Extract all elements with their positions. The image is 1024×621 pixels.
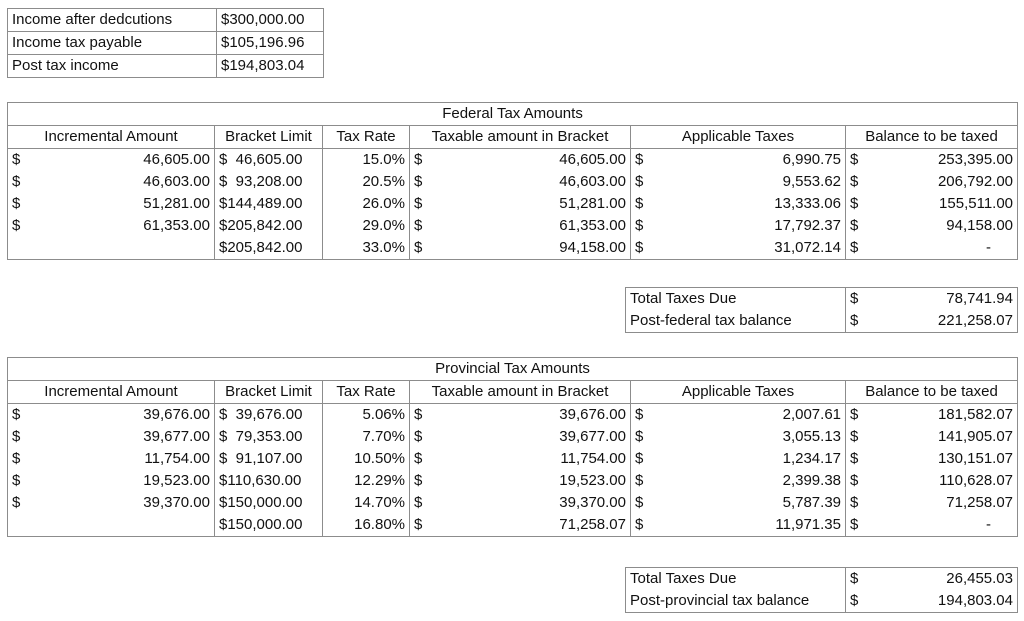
column-header: Taxable amount in Bracket (410, 126, 631, 149)
balance-to-be-taxed-content (850, 193, 1013, 215)
totals-value-content (850, 590, 1013, 612)
totals-value (846, 568, 1018, 591)
currency-symbol: $ (12, 406, 21, 423)
table-row (8, 448, 1018, 470)
currency-symbol: $ (850, 239, 859, 256)
column-header: Bracket Limit (215, 381, 323, 404)
currency-symbol: $ (12, 428, 21, 445)
currency-symbol: $ (12, 494, 21, 511)
incremental-amount-content (12, 470, 210, 492)
table-row (8, 492, 1018, 514)
totals-label: Post-federal tax balance (626, 310, 846, 333)
applicable-taxes-content (635, 470, 841, 492)
bracket-limit: $ 93,208.00 (215, 171, 323, 193)
currency-symbol: $ (414, 494, 423, 511)
table-row (8, 215, 1018, 237)
currency-symbol: $ (12, 217, 21, 234)
column-header: Tax Rate (323, 381, 410, 404)
currency-symbol: $ (635, 428, 644, 445)
incremental-amount (8, 448, 215, 470)
balance-to-be-taxed-content (850, 215, 1013, 237)
taxable-amount-value: 11,754.00 (560, 450, 626, 467)
provincial-table-title: Provincial Tax Amounts (8, 358, 1018, 381)
incremental-amount (8, 492, 215, 514)
currency-symbol: $ (414, 217, 423, 234)
bracket-limit: $150,000.00 (215, 492, 323, 514)
totals-value-value: 221,258.07 (937, 312, 1013, 329)
totals-label: Total Taxes Due (626, 568, 846, 591)
taxable-amount-content (414, 514, 626, 536)
table-row (8, 426, 1018, 448)
incremental-amount (8, 193, 215, 215)
incremental-amount-content (12, 404, 210, 426)
tax-rate: 26.0% (323, 193, 410, 215)
applicable-taxes (631, 426, 846, 448)
taxable-amount-value: 39,370.00 (559, 494, 626, 511)
currency-symbol: $ (850, 312, 859, 329)
incremental-amount (8, 426, 215, 448)
totals-label: Total Taxes Due (626, 288, 846, 311)
incremental-amount-value: 51,281.00 (143, 195, 210, 212)
column-header: Applicable Taxes (631, 381, 846, 404)
totals-value-content (850, 288, 1013, 310)
currency-symbol: $ (414, 450, 423, 467)
taxable-amount (410, 237, 631, 260)
balance-to-be-taxed (846, 470, 1018, 492)
balance-to-be-taxed-value: 94,158.00 (946, 217, 1014, 234)
federal-title-row (8, 103, 1018, 126)
summary-row (8, 9, 324, 32)
table-row (8, 193, 1018, 215)
currency-symbol: $ (850, 428, 859, 445)
balance-to-be-taxed-value: - (986, 239, 992, 256)
applicable-taxes-content (635, 193, 841, 215)
federal-totals-table (625, 287, 1018, 333)
currency-symbol: $ (414, 173, 423, 190)
balance-to-be-taxed-value: 181,582.07 (937, 406, 1014, 423)
taxable-amount-content (414, 470, 626, 492)
table-row (8, 514, 1018, 537)
applicable-taxes-content (635, 237, 841, 259)
incremental-amount-value: 11,754.00 (144, 450, 210, 467)
applicable-taxes-content (635, 171, 841, 193)
balance-to-be-taxed (846, 237, 1018, 260)
summary-value: $105,196.96 (217, 32, 324, 55)
applicable-taxes-value: 3,055.13 (782, 428, 841, 445)
provincial-title-row (8, 358, 1018, 381)
applicable-taxes-content (635, 149, 841, 171)
applicable-taxes-value: 6,990.75 (782, 151, 841, 168)
incremental-amount (8, 514, 215, 537)
applicable-taxes-content (635, 426, 841, 448)
applicable-taxes-value: 9,553.62 (782, 173, 841, 190)
totals-label: Post-provincial tax balance (626, 590, 846, 613)
balance-to-be-taxed (846, 149, 1018, 172)
provincial-header-row (8, 381, 1018, 404)
incremental-amount-content (12, 426, 210, 448)
totals-row (626, 590, 1018, 613)
taxable-amount (410, 470, 631, 492)
currency-symbol: $ (635, 173, 644, 190)
taxable-amount-content (414, 404, 626, 426)
taxable-amount-value: 46,605.00 (559, 151, 626, 168)
incremental-amount-content (12, 149, 210, 171)
tax-rate: 14.70% (323, 492, 410, 514)
taxable-amount (410, 404, 631, 427)
currency-symbol: $ (414, 239, 423, 256)
tax-rate: 5.06% (323, 404, 410, 427)
tax-rate: 33.0% (323, 237, 410, 260)
taxable-amount-value: 19,523.00 (559, 472, 626, 489)
balance-to-be-taxed-content (850, 492, 1013, 514)
table-row (8, 404, 1018, 427)
currency-symbol: $ (850, 290, 859, 307)
provincial-tax-table (7, 357, 1018, 537)
currency-symbol: $ (635, 406, 644, 423)
bracket-limit: $150,000.00 (215, 514, 323, 537)
incremental-amount-value: 39,676.00 (143, 406, 210, 423)
currency-symbol: $ (850, 450, 859, 467)
taxable-amount (410, 171, 631, 193)
taxable-amount-value: 61,353.00 (559, 217, 626, 234)
column-header: Applicable Taxes (631, 126, 846, 149)
taxable-amount-content (414, 448, 626, 470)
incremental-amount (8, 470, 215, 492)
totals-row (626, 568, 1018, 591)
currency-symbol: $ (414, 428, 423, 445)
taxable-amount-content (414, 426, 626, 448)
currency-symbol: $ (12, 450, 21, 467)
currency-symbol: $ (635, 151, 644, 168)
balance-to-be-taxed (846, 171, 1018, 193)
currency-symbol: $ (414, 406, 423, 423)
bracket-limit: $ 79,353.00 (215, 426, 323, 448)
tax-rate: 10.50% (323, 448, 410, 470)
currency-symbol: $ (635, 472, 644, 489)
applicable-taxes (631, 237, 846, 260)
balance-to-be-taxed (846, 215, 1018, 237)
balance-to-be-taxed-value: 206,792.00 (937, 173, 1014, 190)
balance-to-be-taxed (846, 448, 1018, 470)
incremental-amount-content (12, 492, 210, 514)
currency-symbol: $ (850, 494, 859, 511)
currency-symbol: $ (850, 592, 859, 609)
currency-symbol: $ (850, 151, 859, 168)
balance-to-be-taxed-content (850, 237, 1013, 259)
currency-symbol: $ (850, 173, 859, 190)
currency-symbol: $ (12, 472, 21, 489)
summary-label: Income after dedcutions (8, 9, 217, 32)
incremental-amount (8, 215, 215, 237)
applicable-taxes-content (635, 448, 841, 470)
currency-symbol: $ (635, 450, 644, 467)
applicable-taxes-content (635, 514, 841, 536)
balance-to-be-taxed-value: 130,151.07 (937, 450, 1014, 467)
applicable-taxes (631, 404, 846, 427)
currency-symbol: $ (850, 217, 859, 234)
currency-symbol: $ (850, 472, 859, 489)
column-header: Tax Rate (323, 126, 410, 149)
federal-header-row (8, 126, 1018, 149)
summary-row (8, 32, 324, 55)
balance-to-be-taxed-content (850, 470, 1013, 492)
tax-rate: 12.29% (323, 470, 410, 492)
tax-rate: 16.80% (323, 514, 410, 537)
currency-symbol: $ (635, 494, 644, 511)
currency-symbol: $ (635, 516, 644, 533)
applicable-taxes-content (635, 215, 841, 237)
applicable-taxes-content (635, 404, 841, 426)
applicable-taxes (631, 448, 846, 470)
taxable-amount-content (414, 171, 626, 193)
bracket-limit: $144,489.00 (215, 193, 323, 215)
taxable-amount (410, 149, 631, 172)
applicable-taxes-value: 17,792.37 (774, 217, 841, 234)
bracket-limit: $110,630.00 (215, 470, 323, 492)
totals-value (846, 288, 1018, 311)
totals-value-value: 26,455.03 (946, 570, 1013, 587)
currency-symbol: $ (850, 406, 859, 423)
summary-label: Income tax payable (8, 32, 217, 55)
incremental-amount (8, 171, 215, 193)
incremental-amount (8, 149, 215, 172)
income-summary-table (7, 8, 324, 78)
incremental-amount-value: 61,353.00 (143, 217, 210, 234)
balance-to-be-taxed-content (850, 448, 1013, 470)
currency-symbol: $ (414, 151, 423, 168)
currency-symbol: $ (635, 239, 644, 256)
table-row (8, 237, 1018, 260)
incremental-amount-value: 46,603.00 (143, 173, 210, 190)
bracket-limit: $205,842.00 (215, 215, 323, 237)
incremental-amount-content (12, 171, 210, 193)
balance-to-be-taxed-content (850, 514, 1013, 536)
incremental-amount-content (12, 448, 210, 470)
taxable-amount (410, 193, 631, 215)
incremental-amount (8, 237, 215, 260)
applicable-taxes-value: 5,787.39 (782, 494, 841, 511)
bracket-limit: $ 91,107.00 (215, 448, 323, 470)
currency-symbol: $ (414, 195, 423, 212)
taxable-amount-content (414, 492, 626, 514)
applicable-taxes (631, 193, 846, 215)
balance-to-be-taxed (846, 193, 1018, 215)
currency-symbol: $ (850, 195, 859, 212)
column-header: Taxable amount in Bracket (410, 381, 631, 404)
balance-to-be-taxed-content (850, 404, 1013, 426)
tax-rate: 7.70% (323, 426, 410, 448)
incremental-amount-value: 46,605.00 (143, 151, 210, 168)
applicable-taxes-value: 2,399.38 (782, 472, 841, 489)
taxable-amount (410, 448, 631, 470)
balance-to-be-taxed-content (850, 149, 1013, 171)
taxable-amount-content (414, 193, 626, 215)
currency-symbol: $ (12, 195, 21, 212)
summary-value: $194,803.04 (217, 55, 324, 78)
column-header: Bracket Limit (215, 126, 323, 149)
column-header: Incremental Amount (8, 126, 215, 149)
table-row (8, 171, 1018, 193)
totals-value-value: 78,741.94 (946, 290, 1013, 307)
column-header: Incremental Amount (8, 381, 215, 404)
tax-rate: 29.0% (323, 215, 410, 237)
taxable-amount (410, 514, 631, 537)
taxable-amount (410, 215, 631, 237)
currency-symbol: $ (635, 195, 644, 212)
federal-tax-table (7, 102, 1018, 260)
taxable-amount-value: 94,158.00 (559, 239, 626, 256)
applicable-taxes (631, 492, 846, 514)
table-row (8, 149, 1018, 172)
taxable-amount-value: 39,676.00 (559, 406, 626, 423)
balance-to-be-taxed (846, 514, 1018, 537)
balance-to-be-taxed-value: 141,905.07 (937, 428, 1014, 445)
applicable-taxes (631, 215, 846, 237)
applicable-taxes (631, 470, 846, 492)
applicable-taxes-value: 2,007.61 (782, 406, 841, 423)
taxable-amount-content (414, 149, 626, 171)
applicable-taxes (631, 514, 846, 537)
currency-symbol: $ (635, 217, 644, 234)
totals-row (626, 288, 1018, 311)
currency-symbol: $ (850, 516, 859, 533)
taxable-amount-value: 51,281.00 (559, 195, 626, 212)
incremental-amount-value: 39,370.00 (143, 494, 210, 511)
bracket-limit: $ 46,605.00 (215, 149, 323, 172)
totals-value-value: 194,803.04 (937, 592, 1013, 609)
currency-symbol: $ (414, 516, 423, 533)
currency-symbol: $ (850, 570, 859, 587)
totals-value (846, 590, 1018, 613)
balance-to-be-taxed-value: - (986, 516, 992, 533)
column-header: Balance to be taxed (846, 126, 1018, 149)
totals-value-content (850, 310, 1013, 332)
tax-rate: 20.5% (323, 171, 410, 193)
balance-to-be-taxed-value: 110,628.07 (939, 472, 1014, 489)
bracket-limit: $205,842.00 (215, 237, 323, 260)
balance-to-be-taxed (846, 492, 1018, 514)
incremental-amount (8, 404, 215, 427)
incremental-amount-value: 39,677.00 (143, 428, 210, 445)
taxable-amount-value: 46,603.00 (559, 173, 626, 190)
taxable-amount (410, 492, 631, 514)
taxable-amount-content (414, 215, 626, 237)
balance-to-be-taxed-value: 71,258.07 (946, 494, 1014, 511)
totals-row (626, 310, 1018, 333)
taxable-amount (410, 426, 631, 448)
summary-row (8, 55, 324, 78)
balance-to-be-taxed (846, 404, 1018, 427)
currency-symbol: $ (414, 472, 423, 489)
tax-rate: 15.0% (323, 149, 410, 172)
summary-value: $300,000.00 (217, 9, 324, 32)
applicable-taxes (631, 149, 846, 172)
taxable-amount-content (414, 237, 626, 259)
table-row (8, 470, 1018, 492)
balance-to-be-taxed-value: 155,511.00 (939, 195, 1014, 212)
bracket-limit: $ 39,676.00 (215, 404, 323, 427)
currency-symbol: $ (12, 151, 21, 168)
incremental-amount-content (12, 215, 210, 237)
balance-to-be-taxed-value: 253,395.00 (937, 151, 1014, 168)
applicable-taxes-value: 11,971.35 (775, 516, 841, 533)
incremental-amount-value: 19,523.00 (143, 472, 210, 489)
federal-table-title: Federal Tax Amounts (8, 103, 1018, 126)
applicable-taxes-value: 13,333.06 (774, 195, 841, 212)
balance-to-be-taxed-content (850, 171, 1013, 193)
totals-value-content (850, 568, 1013, 590)
column-header: Balance to be taxed (846, 381, 1018, 404)
applicable-taxes (631, 171, 846, 193)
totals-value (846, 310, 1018, 333)
balance-to-be-taxed-content (850, 426, 1013, 448)
currency-symbol: $ (12, 173, 21, 190)
taxable-amount-value: 39,677.00 (559, 428, 626, 445)
summary-label: Post tax income (8, 55, 217, 78)
provincial-totals-table (625, 567, 1018, 613)
incremental-amount-content (12, 193, 210, 215)
taxable-amount-value: 71,258.07 (559, 516, 626, 533)
balance-to-be-taxed (846, 426, 1018, 448)
applicable-taxes-value: 31,072.14 (774, 239, 841, 256)
applicable-taxes-content (635, 492, 841, 514)
applicable-taxes-value: 1,234.17 (782, 450, 841, 467)
